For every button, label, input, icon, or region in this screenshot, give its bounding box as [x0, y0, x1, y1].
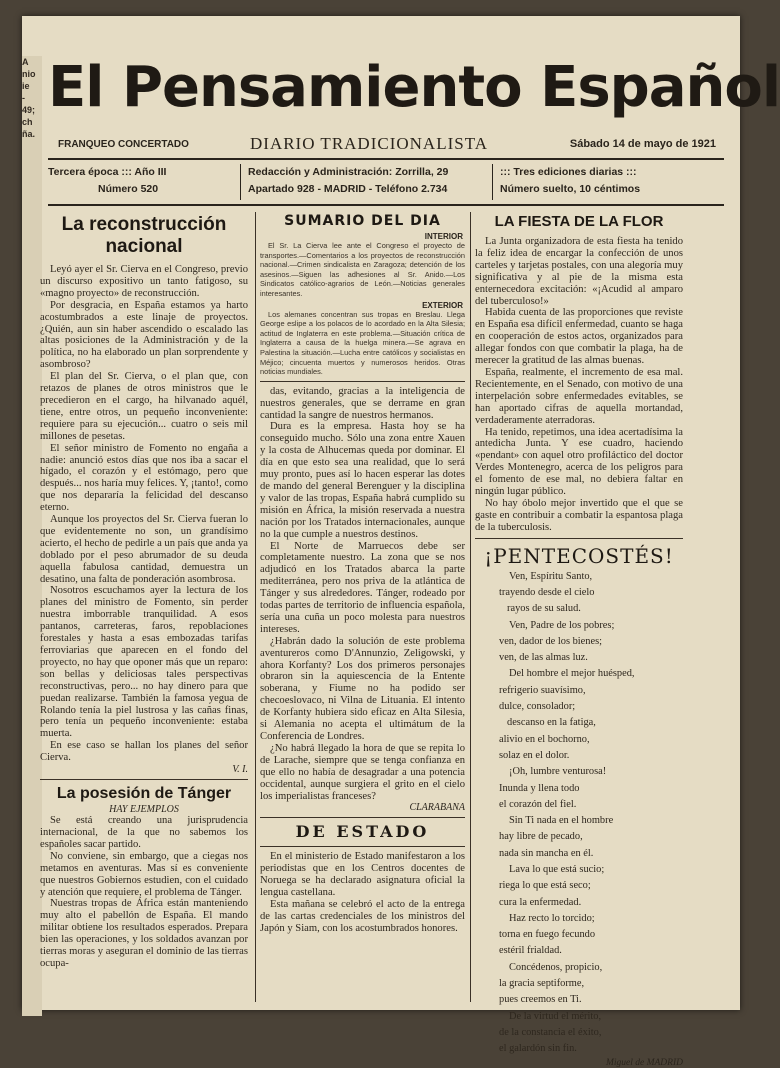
- poem-line: de la constancia el éxito,: [499, 1026, 602, 1038]
- poem-line: cura la enfermedad.: [499, 896, 582, 908]
- ediciones-label: ::: Tres ediciones diarias :::: [500, 166, 637, 178]
- poem-line: descanso en la fatiga,: [507, 717, 596, 729]
- column-2: [260, 210, 465, 1008]
- headline-pentecostes: ¡PENTECOSTÉS!: [484, 543, 674, 568]
- poem-line: estéril frialdad.: [499, 945, 562, 957]
- apartado-label: Apartado 928 - MADRID - Teléfono 2.734: [248, 183, 448, 195]
- article-divider: [260, 817, 465, 818]
- article-paragraph: La Junta organizadora de esta fiesta ha tenido la feliz idea de encargar la confección de unos carteles y tarjetas postales, con una alegoría muy significativa y al pie de la misma esta enternecedora excitación: «¡Acudid al amparo del tuberculoso!»: [475, 236, 683, 307]
- headline-fiesta-flor: LA FIESTA DE LA FLOR: [494, 213, 664, 230]
- issue-date: Sábado 14 de mayo de 1921: [569, 138, 716, 150]
- summary-divider: [260, 381, 465, 382]
- article-paragraph: Leyó ayer el Sr. Cierva en el Congreso, previo un discurso expositivo un tanto fatigoso, su «magno proyecto» de reconstrucción.: [40, 264, 248, 299]
- poem-line: el galardón sin fin.: [499, 1043, 577, 1055]
- poem-line: riega lo que está seco;: [499, 880, 591, 892]
- info-bar: [48, 162, 724, 202]
- article-divider: [40, 779, 248, 780]
- subheader: [48, 134, 724, 156]
- article-paragraph: No hay óbolo mejor invertido que el que se gaste en contribuir a combatir la espantosa plaga de la tuberculosis.: [475, 497, 683, 533]
- poem-line: torna en fuego fecundo: [499, 929, 596, 941]
- headline-sumario: SUMARIO DEL DIA: [284, 213, 441, 229]
- poem-line: rayos de su salud.: [507, 603, 581, 615]
- article-divider: [475, 538, 683, 539]
- article-paragraph: Habida cuenta de las proporciones que reviste en España esa difícil enfermedad, cuanto se haga en cooperación de estos actos, organizados para allegar fondos con que combatir la plaga, ha de merecer la gratitud de las almas buenas.: [475, 307, 683, 367]
- poem-line: Haz recto lo torcido;: [509, 912, 595, 924]
- article-paragraph: Se está creando una jurisprudencia internacional, de la que no sabemos los españoles sacar partido.: [40, 815, 248, 850]
- info-rule: [48, 204, 724, 206]
- article-paragraph: No conviene, sin embargo, que a ciegas nos metamos en aventuras. Mas sí es conveniente que nuestros Gobiernos estudien, con el cuidado y atención que requiere, el problema de Tánger.: [40, 850, 248, 898]
- article-paragraph: Por desgracia, en España estamos ya harto acostumbrados a este linaje de proyectos. ¿Quién, aun sin haber ascendido o escalado las altas posiciones de la Administración y de la política, no ha elaborado un plan sorprendente y asombroso?: [40, 299, 248, 371]
- poem-line: Ven, Padre de los pobres;: [509, 619, 615, 631]
- masthead-rule: [48, 158, 724, 160]
- article-divider: [260, 846, 465, 847]
- article-paragraph: El Norte de Marruecos debe ser completamente nuestro. La zona que se nos adjudicó en los Tratados abarca la parte mediterránea, pero nos priva de la atlántica de Tánger y sus alrededores. Tánger, rodeado por todas partes de territorio de influencia española, sería una cuña un poco molesta para nuestros intereses.: [260, 540, 465, 635]
- poem-line: el corazón del fiel.: [499, 798, 577, 810]
- poem-line: trayendo desde el cielo: [499, 586, 595, 598]
- masthead-title: El Pensamiento Español: [48, 55, 780, 120]
- newspaper-page: [22, 16, 780, 1068]
- signature: CLARABANA: [409, 802, 465, 814]
- poem-line: nada sin mancha en él.: [499, 847, 594, 859]
- redaccion-label: Redacción y Administración: Zorrilla, 29: [248, 166, 449, 178]
- poem-line: refrigerio suavísimo,: [499, 684, 586, 696]
- headline-de-estado: DE ESTADO: [295, 822, 430, 842]
- poem-line: hay libre de pecado,: [499, 831, 583, 843]
- article-paragraph: ¿Habrán dado la solución de este problema aventureros como D'Annunzio, Zeligowski, y ahora Korfanty? Los dos primeros personajes obraron sin la aquiescencia de la Entente soberana, y Fiume no ha podido ser checoeslovaco, ni Vilna de Lituania. El intento de Korfanty hubiera sido eficaz en Alta Silesia, si Alemania no acepta el ultimátum de la Conferencia de Londres.: [260, 635, 465, 742]
- headline-reconstruccion: La reconstrucción nacional: [61, 214, 227, 257]
- adjacent-page-edge: A nio ie - 49; ch ña.: [22, 56, 42, 1016]
- poem-line: ven, de las almas luz.: [499, 652, 588, 664]
- poem-line: Concédenos, propicio,: [509, 961, 603, 973]
- article-paragraph: Dura es la empresa. Hasta hoy se ha conseguido mucho. Sólo una zona entre Xauen y la costa de Alhucemas queda por dominar. El día en que esto sea una realidad, que lo será muy pronto, pues así lo hacen esperar las dotes de mando del general Berenguer y la disciplina y valor de las tropas, España habrá cumplido su misión en África, la misión reservada a nuestra nación por los Tratados internacionales, aunque no la que cumple a nuestros destinos.: [260, 421, 465, 540]
- poem-line: Inunda y llena todo: [499, 782, 580, 794]
- article-paragraph: Nosotros escuchamos ayer la lectura de los planes del ministro de Fomento, sin perder nuestra imborrable tranquilidad. A esos pantanos, carreteras, faros, repoblaciones forestales y hasta a esas embozadas tarifas ferroviarias que aparecen en el fondo del proyecto, no hay que oponer más que un reparo: son bellas y deliciosas tales perspectivas reconstructivas, pero... no hay dinero para que puedan realizarse. También la famosa yegua de Rolando tenía la piel lustrosa y las cañas finas, pero tenía un pequeño inconveniente: estaba muerta.: [40, 585, 248, 740]
- info-divider: [492, 164, 493, 200]
- summary-interior: El Sr. La Cierva lee ante el Congreso el proyecto de transportes.—Comentarios a los proyectos de reconstrucción nacional.—Crimen sindicalista en Zaragoza; detención de los asesinos.—Siguen las adhesiones al Sr. Anido.—Los Sindicatos católico-agrarios de León.—Noticias generales interesantes.: [260, 241, 465, 298]
- article-paragraph: ¿No habrá llegado la hora de que se repita lo de Larache, siempre que se tenga confianza en que ello no había de desagradar a una potencia occidental, aunque surgiera el grito en el cielo los imperialistas franceses?: [260, 742, 465, 802]
- column-1: [40, 210, 248, 1010]
- label-interior: INTERIOR: [424, 232, 463, 241]
- column-3: [475, 210, 683, 1068]
- poem-line: Del hombre el mejor huésped,: [509, 668, 635, 680]
- suelto-label: Número suelto, 10 céntimos: [500, 183, 641, 195]
- article-paragraph: Nuestras tropas de África están manteniendo muy alto el pabellón de España. El mando militar obtiene los resultados esperados. Prepara bien las operaciones, y los soldados avanzan por tierras moras y aseguran el dominio de las tierras ocupa-: [40, 898, 248, 969]
- article-paragraph: El señor ministro de Fomento no engaña a nadie: anunció estos días que nos iba a sacar el hígado, el corazón y el estómago, pero que después... nos haría muy felices. Y, ¡tanto!, como que nos depararía la felicidad del descanso eterno.: [40, 442, 248, 514]
- article-paragraph: En el ministerio de Estado manifestaron a los periodistas que en los Centros docentes de Noruega se ha declarado asignatura oficial la lengua castellana.: [260, 851, 465, 899]
- poem-line: De la virtud el mérito,: [509, 1010, 602, 1022]
- signature: Miguel de MADRID: [605, 1057, 683, 1068]
- article-paragraph: España, realmente, el incremento de esa mal. Recientemente, en el Senado, con motivo de una interpelación sobre enfermedades evitables, se han aportado cifras de aquella mortandad, verdaderamente aterradoras.: [475, 366, 683, 426]
- numero-label: Número 520: [98, 183, 159, 195]
- article-paragraph: El plan del Sr. Cierva, o el plan que, con retazos de planes de otros ministros que le precedieron en el cargo, ha hilvanado aquél, tiene, entre otros, un pequeño inconveniente: requiere para su ejecución... cuatro o seis mil millones de pesetas.: [40, 371, 248, 442]
- epoca-label: Tercera época ::: Año III: [48, 166, 167, 178]
- article-paragraph: Aunque los proyectos del Sr. Cierva fueran lo que evidentemente no son, un grandísimo acierto, el hecho de pedirle a un país que anda ya doblado por el peso abrumador de su deuda aquella fabulosa cantidad, demuestra un desatino, una falta de ponderación asombrosa.: [40, 514, 248, 585]
- column-divider: [470, 212, 471, 1002]
- article-paragraph: Ha tenido, repetimos, una idea acertadísima la antedicha Junta. Y ese cuadro, haciendo «pendant» con aquel otro profiláctico del doctor Verdes Montenegro, acerca de los peligros para el fomento de ese mal, no debiera faltar en ningún lugar público.: [475, 426, 683, 498]
- headline-tanger: La posesión de Tánger: [56, 785, 232, 803]
- article-paragraph: das, evitando, gracias a la inteligencia de nuestros generales, que se derrame en gran cantidad la sangre de nuestros hermanos.: [260, 385, 465, 421]
- summary-exterior: Los alemanes concentran sus tropas en Breslau. Llega George eslipe a los polacos de lo acordado en la Alta Silesia; actitud de Inglaterra en este problema.—Situación crítica de Inglaterra a causa de la huelga minera.—Se agrava en Palestina la situación.—Lucha entre católicos y socialistas en Méjico; cincuenta muertos y numerosos heridos. Otras noticias mundiales.: [260, 309, 465, 377]
- poem-line: la gracia septiforme,: [499, 978, 585, 990]
- column-divider: [255, 212, 256, 1002]
- article-paragraph: En ese caso se hallan los planes del señor Cierva.: [40, 740, 248, 764]
- poem-line: Sin Ti nada en el hombre: [509, 815, 614, 827]
- poem-line: alivio en el bochorno,: [499, 733, 590, 745]
- poem-line: dulce, consolador;: [499, 701, 576, 713]
- poem-line: Lava lo que está sucio;: [509, 864, 605, 875]
- diario-label: DIARIO TRADICIONALISTA: [250, 134, 489, 153]
- label-exterior: EXTERIOR: [422, 300, 463, 310]
- signature: V. I.: [232, 764, 248, 776]
- article-paragraph: Esta mañana se celebró el acto de la entrega de las cartas credenciales de los ministros del Japón y Siam, con los acostumbrados honores.: [260, 899, 465, 934]
- info-divider: [240, 164, 241, 200]
- poem: [475, 569, 683, 1058]
- poem-line: ¡Oh, lumbre venturosa!: [509, 766, 607, 778]
- poem-line: pues creemos en Ti.: [499, 994, 582, 1006]
- poem-line: Ven, Espíritu Santo,: [509, 570, 593, 582]
- franqueo-label: FRANQUEO CONCERTADO: [58, 139, 189, 150]
- poem-line: ven, dador de los bienes;: [499, 635, 603, 647]
- subhead-hay-ejemplos: HAY EJEMPLOS: [109, 804, 179, 816]
- poem-line: solaz en el dolor.: [499, 749, 570, 761]
